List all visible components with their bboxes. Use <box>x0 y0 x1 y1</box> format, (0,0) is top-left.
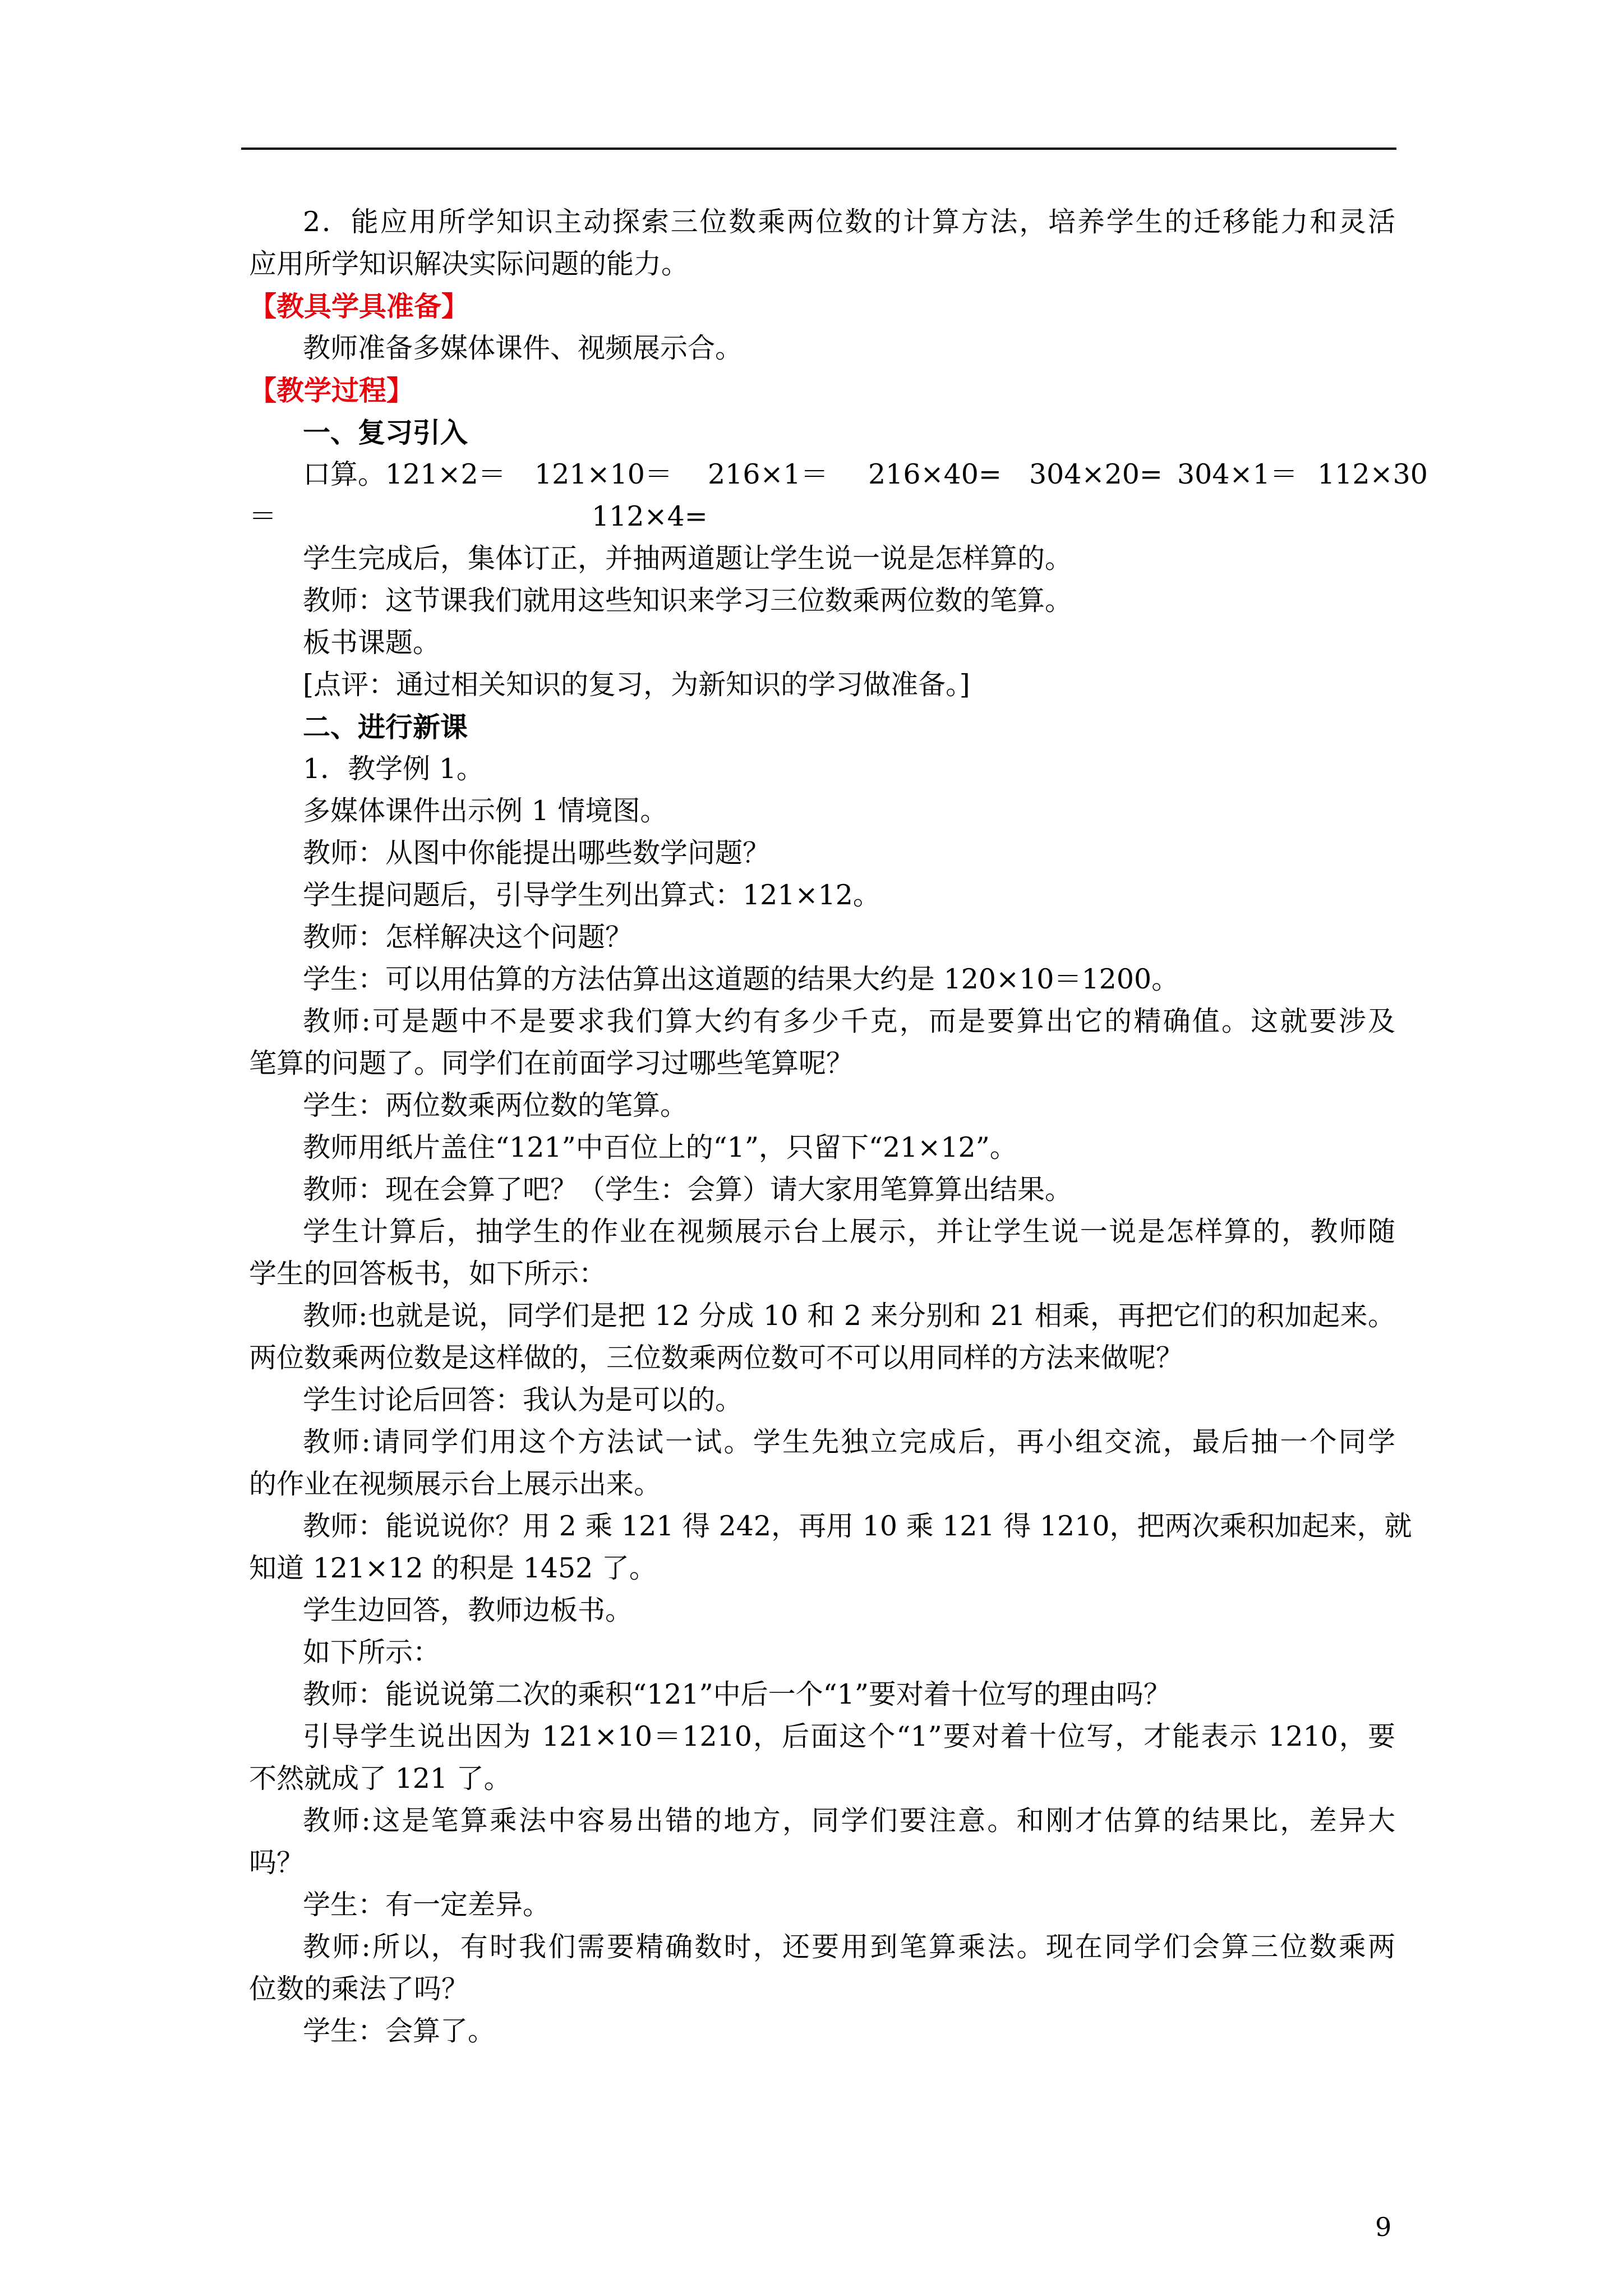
paragraph: 学生：可以用估算的方法估算出这道题的结果大约是 120×10＝1200。 <box>303 963 1179 995</box>
paragraph: 教师：能说说第二次的乘积“121”中后一个“1”要对着十位写的理由吗？ <box>303 1678 1171 1710</box>
paragraph: 教师：从图中你能提出哪些数学问题？ <box>303 837 771 869</box>
paragraph: 教师:可是题中不是要求我们算大约有多少千克，而是要算出它的精确值。这就要涉及 <box>303 1005 1395 1037</box>
header-rule <box>241 148 1396 150</box>
paragraph: 学生边回答，教师边板书。 <box>303 1594 633 1626</box>
paragraph: 两位数乘两位数是这样做的，三位数乘两位数可不可以用同样的方法来做呢？ <box>249 1342 1184 1374</box>
oral-calc-item: 口算。121×2＝ <box>303 458 506 490</box>
paragraph: 教师:请同学们用这个方法试一试。学生先独立完成后，再小组交流，最后抽一个同学 <box>303 1426 1395 1458</box>
paragraph: 学生：会算了。 <box>303 2015 496 2047</box>
objective-2-line-2: 应用所学知识解决实际问题的能力。 <box>249 248 689 280</box>
oral-calc-item: 112×4= <box>592 500 708 532</box>
section-heading-materials: 【教具学具准备】 <box>249 290 469 323</box>
paragraph: 学生讨论后回答：我认为是可以的。 <box>303 1384 743 1416</box>
objective-2-line-1: 2．能应用所学知识主动探索三位数乘两位数的计算方法，培养学生的迁移能力和灵活 <box>303 206 1395 238</box>
oral-calc-item: 216×1＝ <box>708 458 828 490</box>
paragraph: 笔算的问题了。同学们在前面学习过哪些笔算呢？ <box>249 1047 854 1079</box>
paragraph: 学生：两位数乘两位数的笔算。 <box>303 1089 688 1121</box>
paragraph: 教师:所以，有时我们需要精确数时，还要用到笔算乘法。现在同学们会算三位数乘两 <box>303 1931 1395 1963</box>
paragraph: 不然就成了 121 了。 <box>249 1763 511 1795</box>
oral-calc-item: 304×1＝ <box>1177 458 1298 490</box>
oral-calc-wrap-equals: ＝ <box>249 500 277 532</box>
paragraph: 吗？ <box>249 1847 305 1879</box>
paragraph: 位数的乘法了吗？ <box>249 1973 469 2005</box>
paragraph: 教师:也就是说，同学们是把 12 分成 10 和 2 来分别和 21 相乘，再把它们的积加起来。 <box>303 1300 1395 1332</box>
oral-calc-item: 112×30 <box>1317 458 1428 490</box>
paragraph: 教师用纸片盖住“121”中百位上的“1”，只留下“21×12”。 <box>303 1131 1017 1163</box>
materials-text: 教师准备多媒体课件、视频展示合。 <box>303 332 743 364</box>
subheading-new-lesson: 二、进行新课 <box>303 711 468 743</box>
oral-calc-item: 216×40= <box>868 458 1002 490</box>
paragraph: 学生提问题后，引导学生列出算式：121×12。 <box>303 879 880 911</box>
paragraph: 知道 121×12 的积是 1452 了。 <box>249 1552 657 1584</box>
paragraph: 教师：这节课我们就用这些知识来学习三位数乘两位数的笔算。 <box>303 585 1073 616</box>
paragraph: 多媒体课件出示例 1 情境图。 <box>303 795 668 827</box>
paragraph: 教师：现在会算了吧？（学生：会算）请大家用笔算算出结果。 <box>303 1174 1073 1205</box>
paragraph: 如下所示： <box>303 1636 441 1668</box>
oral-calc-item: 121×10＝ <box>534 458 672 490</box>
comment-note: [点评：通过相关知识的复习，为新知识的学习做准备。] <box>303 669 970 701</box>
section-heading-process: 【教学过程】 <box>249 374 414 407</box>
paragraph: 学生完成后，集体订正，并抽两道题让学生说一说是怎样算的。 <box>303 542 1073 574</box>
paragraph: 学生：有一定差异。 <box>303 1889 551 1921</box>
paragraph: 教师:这是笔算乘法中容易出错的地方，同学们要注意。和刚才估算的结果比，差异大 <box>303 1805 1395 1837</box>
paragraph: 教师：能说说你？用 2 乘 121 得 242，再用 10 乘 121 得 1210，把两次乘积加起来，就 <box>303 1510 1412 1542</box>
oral-calc-item: 304×20= <box>1029 458 1163 490</box>
paragraph: 的作业在视频展示台上展示出来。 <box>249 1468 662 1500</box>
paragraph: 学生的回答板书，如下所示： <box>249 1258 607 1290</box>
page-number: 9 <box>1375 2212 1392 2242</box>
paragraph: 引导学生说出因为 121×10＝1210，后面这个“1”要对着十位写，才能表示 1210，要 <box>303 1720 1395 1752</box>
paragraph: 教师：怎样解决这个问题？ <box>303 921 633 953</box>
paragraph: 板书课题。 <box>303 627 441 659</box>
subheading-review: 一、复习引入 <box>303 416 468 449</box>
paragraph: 1．教学例 1。 <box>303 753 484 785</box>
paragraph: 学生计算后，抽学生的作业在视频展示台上展示，并让学生说一说是怎样算的，教师随 <box>303 1216 1395 1248</box>
